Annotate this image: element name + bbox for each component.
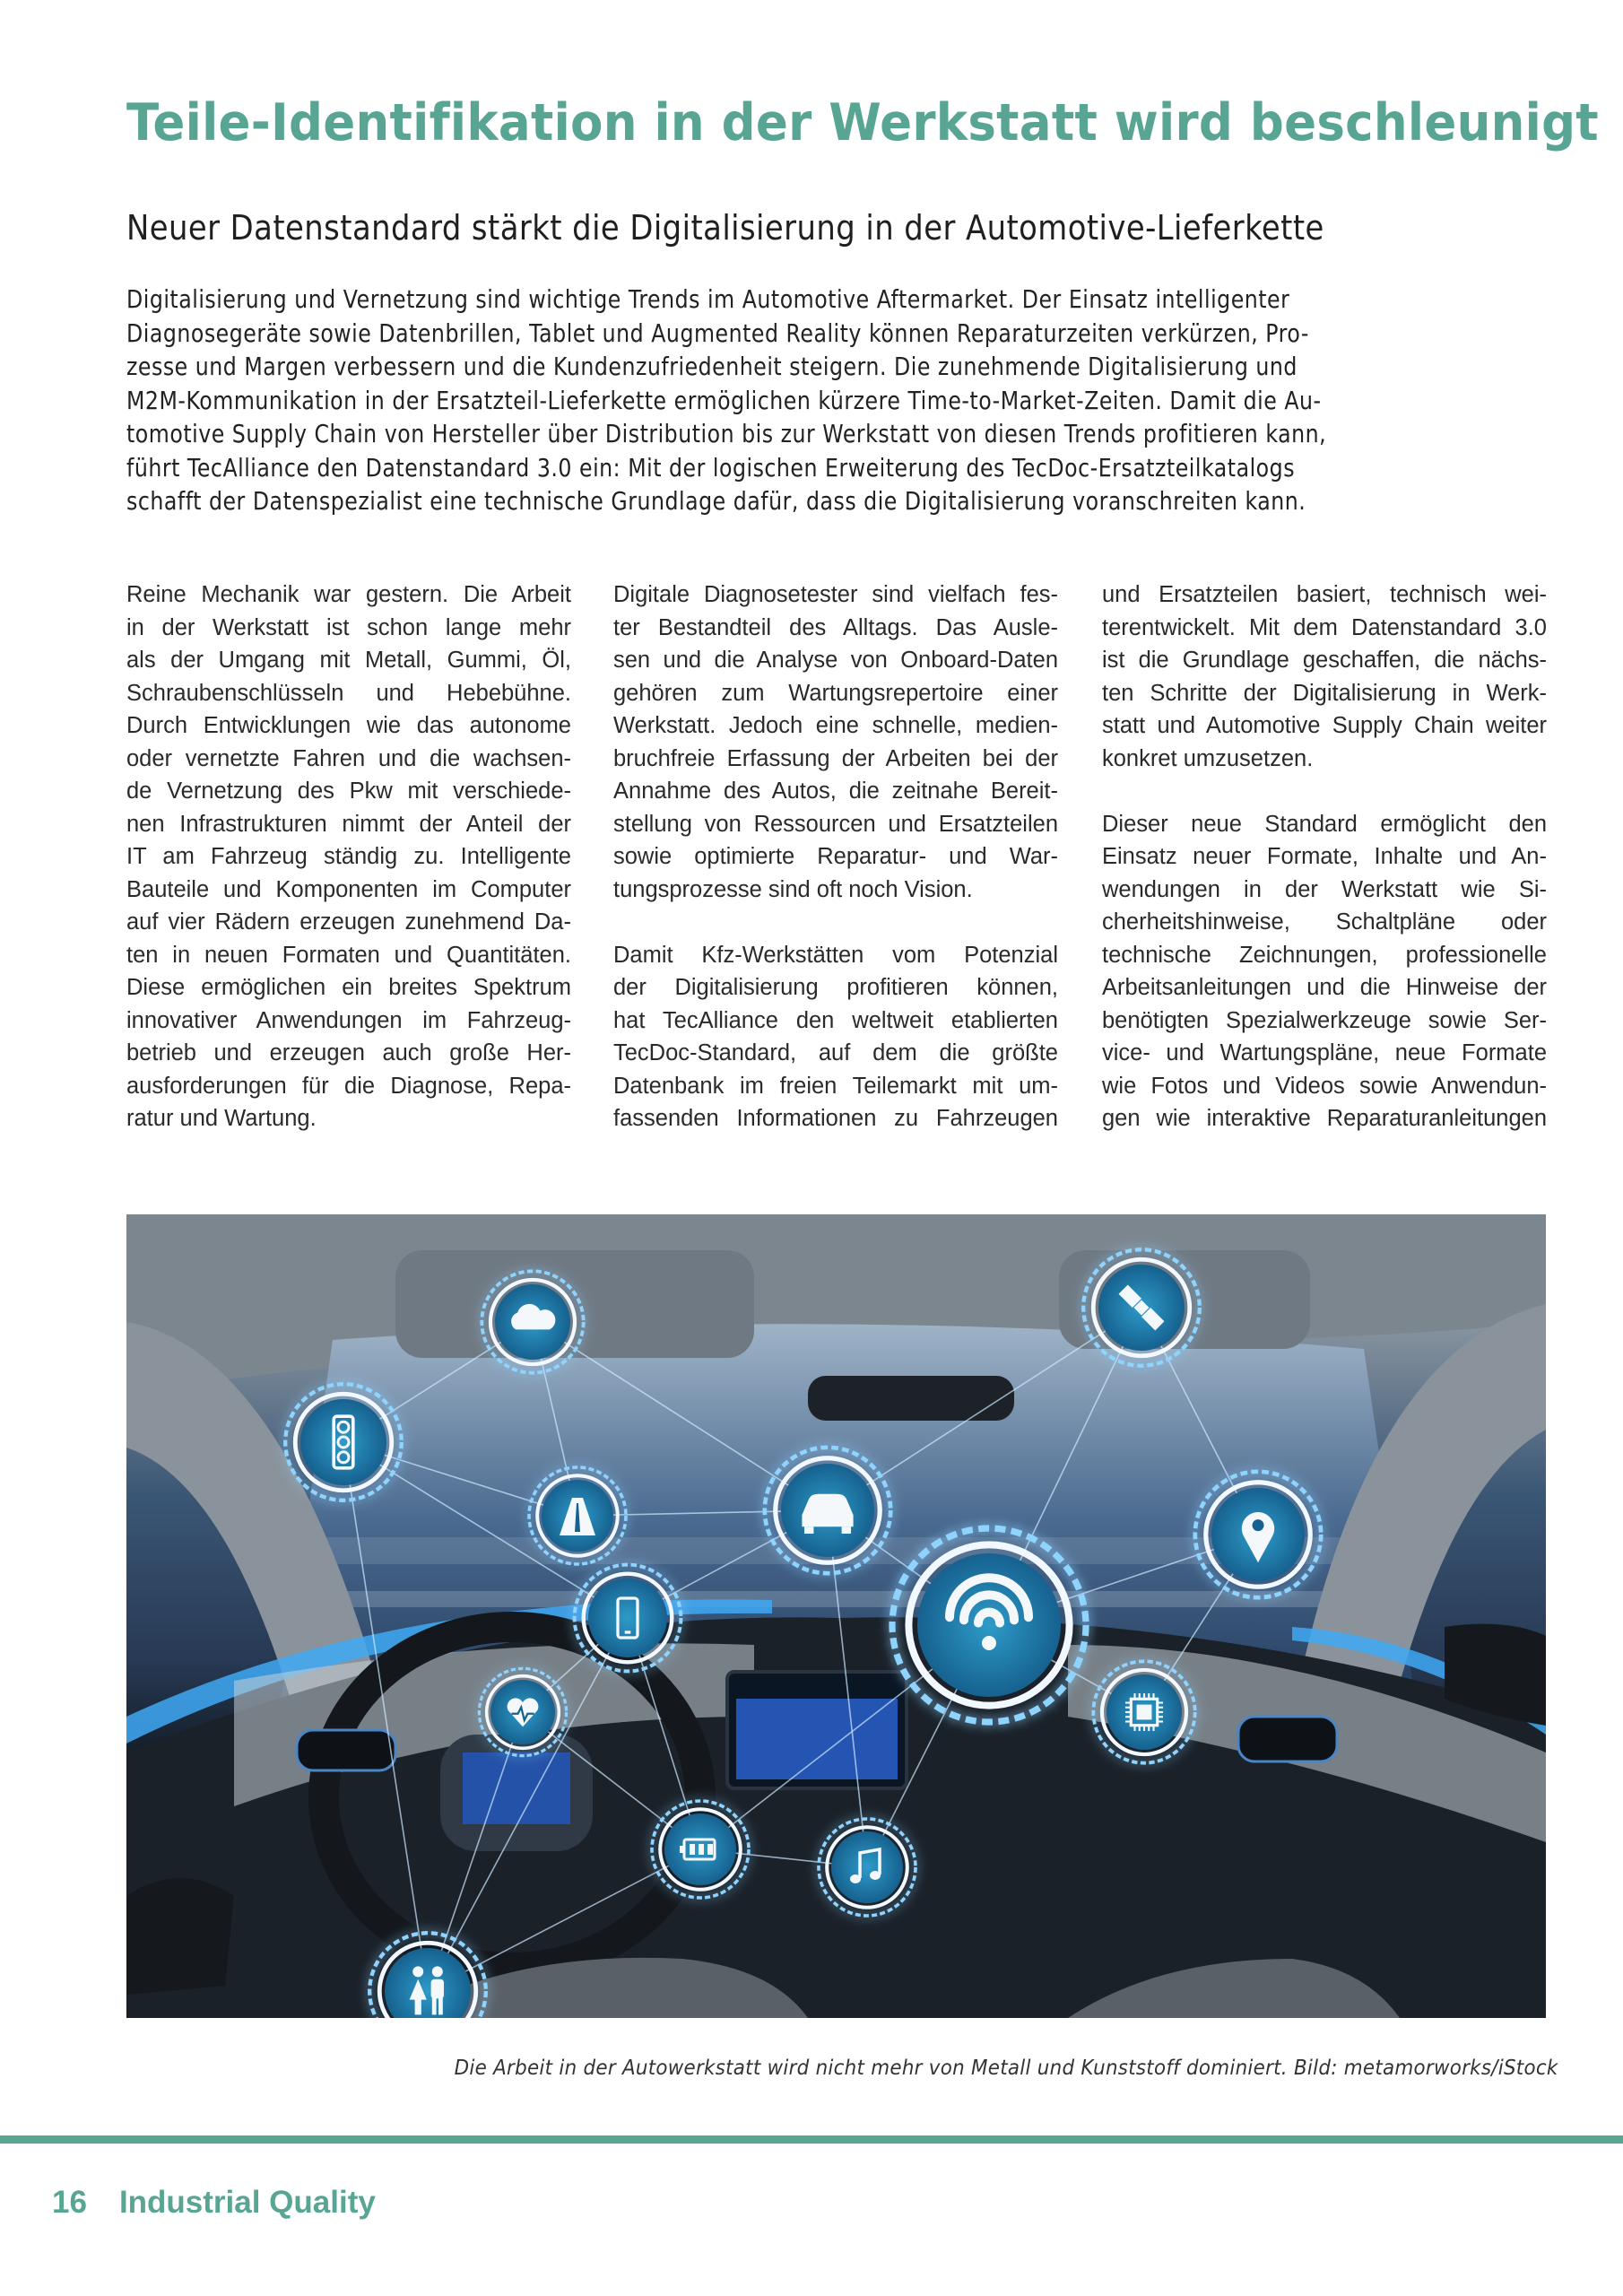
body-text-line: wie Fotos und Videos sowie Anwendun- <box>1102 1073 1547 1099</box>
instrument-screen <box>463 1752 570 1824</box>
lead-paragraph <box>126 283 1547 519</box>
body-text-line: ausforderungen für die Diagnose, Repa- <box>126 1073 571 1099</box>
article-title: Teile-Identifikation in der Werkstatt wird beschleunigt <box>126 93 1599 152</box>
right-air-vent <box>1238 1717 1337 1761</box>
body-text-line: Annahme des Autos, die zeitnahe Bereit- <box>613 778 1058 804</box>
node-disc <box>831 1831 903 1903</box>
body-text-line: konkret umzusetzen. <box>1102 745 1314 771</box>
lead-line: tomotive Supply Chain von Hersteller über Distribution bis zur Werkstatt von diesen Trends profitieren kann, <box>126 420 1327 448</box>
body-text-line: als der Umgang mit Metall, Gummi, Öl, <box>126 648 571 673</box>
body-text-line: Damit Kfz-Werkstätten vom Potenzial <box>613 942 1058 968</box>
footer-rule <box>0 2135 1623 2144</box>
body-text-line: Arbeitsanleitungen und die Hinweise der <box>1102 975 1547 1000</box>
article-subtitle: Neuer Datenstandard stärkt die Digitalisierung in der Automotive-Lieferkette <box>126 208 1324 248</box>
body-text-line: der Digitalisierung profitieren können, <box>613 975 1058 1000</box>
left-side-mirror <box>126 1878 234 1995</box>
body-text-line: Einsatz neuer Formate, Inhalte und An- <box>1102 844 1547 869</box>
body-text-line: technische Zeichnungen, professionelle <box>1102 942 1547 968</box>
body-text-line: Reine Mechanik war gestern. Die Arbeit <box>126 582 571 607</box>
body-text-line: und Ersatzteilen basiert, technisch wei- <box>1102 582 1547 607</box>
chip-icon <box>1125 1693 1163 1731</box>
body-text-line: IT am Fahrzeug ständig zu. Intelligente <box>126 844 571 869</box>
body-text-line: innovativer Anwendungen im Fahrzeug- <box>126 1007 571 1033</box>
lead-line: M2M-Kommunikation in der Ersatzteil-Lieferkette ermöglichen kürzere Time-to-Market-Zeiten. Damit die Au- <box>126 386 1322 415</box>
body-text-line: cherheitshinweise, Schaltpläne oder <box>1102 909 1547 935</box>
paragraph-gap <box>613 906 1058 939</box>
page-number: 16 <box>52 2185 87 2220</box>
body-text-line: Digitale Diagnosetester sind vielfach fes- <box>613 582 1058 607</box>
body-text-line: vice- und Wartungspläne, neue Formate <box>1102 1040 1547 1065</box>
body-text-line: Schraubenschlüsseln und Hebebühne. <box>126 680 571 706</box>
body-columns <box>126 578 1547 1152</box>
paragraph-gap <box>1102 775 1547 808</box>
body-text-line: TecDoc-Standard, auf dem die größte <box>613 1040 1058 1065</box>
body-text-line: wendungen in der Werkstatt wie Si- <box>1102 876 1547 902</box>
rearview-mirror <box>808 1376 1014 1421</box>
lead-line: Diagnosegeräte sowie Datenbrillen, Tablet und Augmented Reality können Reparaturzeiten verkürzen, Pro- <box>126 318 1309 348</box>
body-text-line: gen wie interaktive Reparaturanleitungen <box>1102 1106 1547 1131</box>
left-sun-visor <box>395 1250 754 1358</box>
body-text-line: ten Schritte der Digitalisierung in Werk- <box>1102 680 1547 706</box>
right-sun-visor <box>1059 1250 1310 1349</box>
node-disc <box>300 1399 386 1485</box>
body-text-line: ten in neuen Formaten und Quantitäten. <box>126 942 571 968</box>
left-air-vent <box>297 1730 395 1770</box>
magazine-name: Industrial Quality <box>118 2185 376 2220</box>
body-text-line: Werkstatt. Jedoch eine schnelle, medien- <box>613 713 1058 738</box>
body-text-line: sowie optimierte Reparatur- und War- <box>613 844 1058 869</box>
body-text-line: Bauteile und Komponenten im Computer <box>126 876 571 902</box>
body-text-line: in der Werkstatt ist schon lange mehr <box>126 614 571 640</box>
body-column-3 <box>1102 578 1547 1135</box>
body-text-line: tungsprozesse sind oft noch Vision. <box>613 876 973 902</box>
body-text-line: fassenden Informationen zu Fahrzeugen <box>613 1106 1058 1131</box>
body-text-line: Datenbank im freien Teilemarkt mit um- <box>613 1073 1058 1099</box>
body-text-line: ter Bestandteil des Alltags. Das Ausle- <box>613 614 1058 640</box>
body-column-1 <box>126 578 571 1135</box>
lead-line: schafft der Datenspezialist eine technische Grundlage dafür, dass die Digitalisierung voranschreiten kann. <box>126 487 1306 516</box>
body-column-2 <box>613 578 1058 1135</box>
body-text-line: betrieb und erzeugen auch große Her- <box>126 1040 571 1065</box>
body-text-line: stellung von Ressourcen und Ersatzteilen <box>613 811 1058 837</box>
photo-caption: Die Arbeit in der Autowerkstatt wird nicht mehr von Metall und Kunststoff dominiert. Bild: metamorworks/iStock <box>455 2057 1558 2080</box>
body-text-line: ist die Grundlage geschaffen, die nächs- <box>1102 648 1547 673</box>
body-text-line: oder vernetzte Fahren und die wachsen- <box>126 745 571 771</box>
body-text-line: de Vernetzung des Pkw mit verschiede- <box>126 778 571 804</box>
lead-line: führt TecAlliance den Datenstandard 3.0 ein: Mit der logischen Erweiterung des TecDoc-Ersatzteilkatalogs <box>126 453 1296 483</box>
body-text-line: benötigten Spezialwerkzeuge sowie Ser- <box>1102 1007 1547 1033</box>
body-text-line: bruchfreie Erfassung der Arbeiten bei der <box>613 745 1058 771</box>
node-disc <box>588 1578 667 1657</box>
body-text-line: hat TecAlliance den weltweit etablierten <box>613 1007 1058 1033</box>
lead-line: zesse und Margen verbessern und die Kundenzufriedenheit steigern. Die zunehmende Digitalisierung und <box>126 352 1298 381</box>
body-text-line: gehören zum Wartungsrepertoire einer <box>613 680 1058 706</box>
body-text-line: sen und die Analyse von Onboard-Daten <box>613 648 1058 673</box>
center-display-screen <box>736 1699 898 1779</box>
body-text-line: ratur und Wartung. <box>126 1106 317 1131</box>
lead-line: Digitalisierung und Vernetzung sind wichtige Trends im Automotive Aftermarket. Der Einsatz intelligenter <box>126 285 1290 314</box>
body-text-line: statt und Automotive Supply Chain weiter <box>1102 713 1547 738</box>
body-text-line: Dieser neue Standard ermöglicht den <box>1102 811 1547 837</box>
article-photo <box>126 1214 1546 2018</box>
body-text-line: Diese ermöglichen ein breites Spektrum <box>126 975 571 1000</box>
page-footer <box>52 2185 376 2221</box>
body-text-line: auf vier Rädern erzeugen zunehmend Da- <box>126 909 571 935</box>
body-text-line: Durch Entwicklungen wie das autonome <box>126 713 571 738</box>
body-text-line: terentwickelt. Mit dem Datenstandard 3.0 <box>1102 614 1547 640</box>
body-text-line: nen Infrastrukturen nimmt der Anteil der <box>126 811 571 837</box>
